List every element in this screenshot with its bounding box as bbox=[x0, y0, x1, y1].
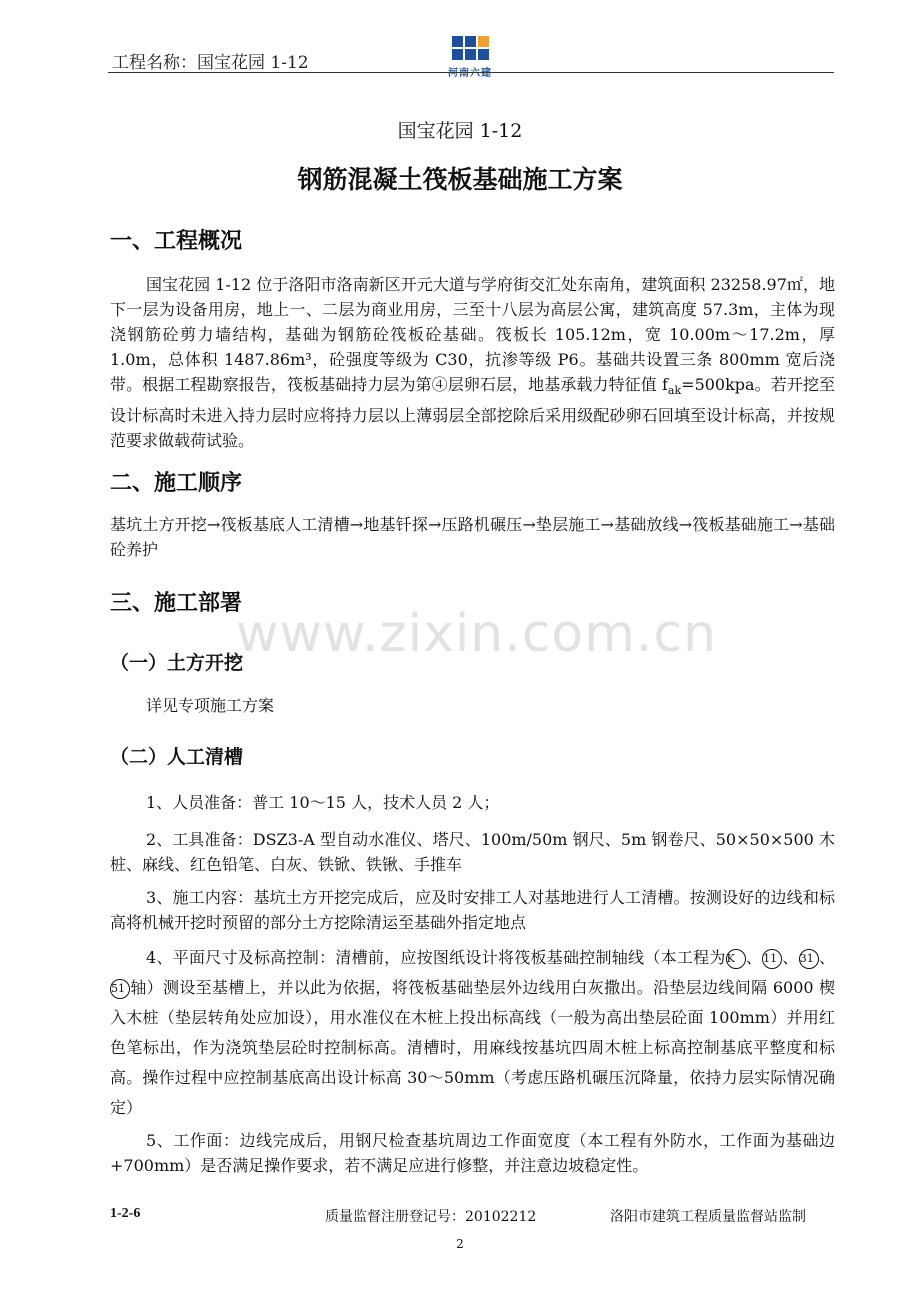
axis-k-symbol: K bbox=[726, 949, 746, 969]
excavation-paragraph: 详见专项施工方案 bbox=[146, 696, 275, 715]
item-personnel: 1、人员准备：普工 10～15 人，技术人员 2 人； bbox=[146, 793, 500, 812]
header-divider bbox=[108, 72, 834, 73]
document-subtitle: 国宝花园 1-12 bbox=[397, 120, 523, 142]
section-heading-sequence: 二、施工顺序 bbox=[110, 471, 243, 496]
sequence-paragraph: 基坑土方开挖→筏板基底人工清槽→地基钎探→压路机碾压→垫层施工→基础放线→筏板基础施工→基础砼养护 bbox=[110, 515, 835, 559]
item-dimension-control: 4、平面尺寸及标高控制：清槽前，应按图纸设计将筏板基础控制轴线（本工程为K 、11 、31 、51 轴）测设至基槽上，并以此为依据，将筏板基础垫层外边线用白灰撒出。沿垫层边线间隔 6000 楔入木桩（垫层转角处应加设），用水准仪在木桩上投出标高线（一般为高出垫层砼面 100mm）并用红色笔标出，作为浇筑垫层砼时控制标高。清槽时，用麻线按基坑四周木桩上标高控制基底平整度和标高。操作过程中应控制基底高出设计标高 30～50mm（考虑压路机碾压沉降量，依持力层实际情况确定） bbox=[110, 948, 835, 1117]
section-heading-deployment: 三、施工部署 bbox=[110, 591, 243, 616]
item-content: 3、施工内容：基坑土方开挖完成后，应及时安排工人对基地进行人工清槽。按测设好的边线和标高将机械开挖时预留的部分土方挖除清运至基础外指定地点 bbox=[110, 888, 835, 932]
footer-issuer: 洛阳市建筑工程质量监督站监制 bbox=[610, 1209, 806, 1225]
axis-11-symbol: 11 bbox=[762, 949, 782, 969]
axis-31-symbol: 31 bbox=[799, 949, 819, 969]
page-number: 2 bbox=[456, 1237, 464, 1251]
footer-code: 1-2-6 bbox=[110, 1206, 141, 1221]
watermark: www.zixin.com.cn bbox=[236, 604, 717, 664]
logo-text: 河南六建 bbox=[448, 68, 492, 79]
overview-paragraph: 国宝花园 1-12 位于洛阳市洛南新区开元大道与学府街交汇处东南角，建筑面积 23258.97㎡，地下一层为设备用房，地上一、二层为商业用房，三至十八层为高层公寓，建筑高度 57.3m，主体为现浇钢筋砼剪力墙结构，基础为钢筋砼筏板砼基础。筏板长 105.12m，宽 10.00m～17.2m，厚 1.0m，总体积 1487.86m³，砼强度等级为 C30，抗渗等级 P6。基础共设置三条 800mm 宽后浇带。根据工程勘察报告，筏板基础持力层为第④层卵石层，地基承载力特征值 $f_{ak}=500kpa$。若开挖至设计标高时未进入持力层时应将持力层以上薄弱层全部挖除后采用级配砂卵石回填至设计标高，并按规范要求做载荷试验。 bbox=[110, 275, 835, 451]
axis-51-symbol: 51 bbox=[110, 979, 130, 999]
item-tools: 2、工具准备：DSZ3-A 型自动水准仪、塔尺、100m/50m 钢尺、5m 钢卷尺、50×50×500 木桩、麻线、红色铅笔、白灰、铁锨、铁锹、手推车 bbox=[110, 830, 835, 874]
company-logo bbox=[444, 34, 496, 79]
header-project-name: 工程名称：国宝花园 1-12 bbox=[112, 53, 309, 73]
subsection-heading-excavation: （一）土方开挖 bbox=[110, 652, 244, 674]
section-heading-overview: 一、工程概况 bbox=[110, 229, 243, 254]
subsection-heading-manual-clearing: （二）人工清槽 bbox=[110, 746, 244, 768]
item-working-face: 5、工作面：边线完成后，用钢尺检查基坑周边工作面宽度（本工程有外防水，工作面为基础边+700mm）是否满足操作要求，若不满足应进行修整，并注意边坡稳定性。 bbox=[110, 1131, 835, 1175]
footer-registration: 质量监督注册登记号：20102212 bbox=[325, 1209, 537, 1225]
document-title: 钢筋混凝土筏板基础施工方案 bbox=[297, 165, 623, 194]
